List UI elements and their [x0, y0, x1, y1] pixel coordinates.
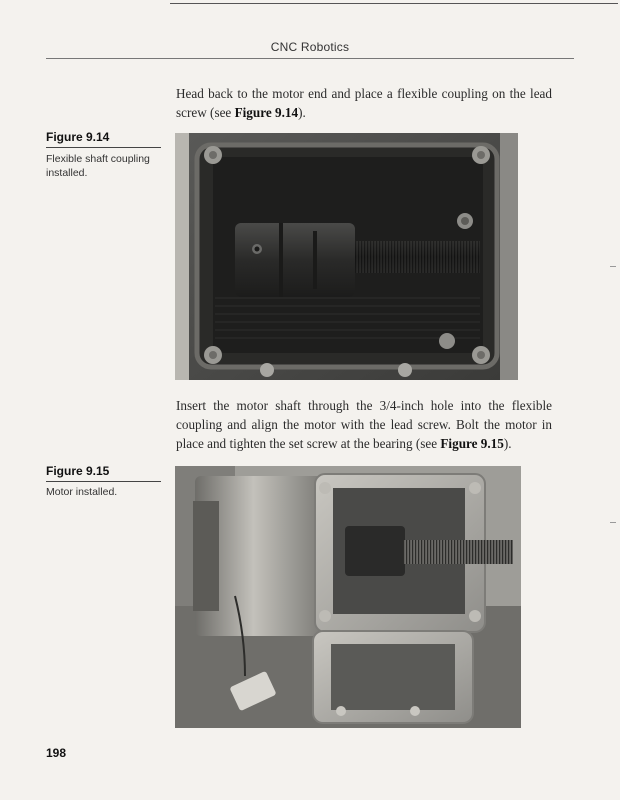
page-number: 198	[46, 746, 67, 760]
figure-9-14-reference: Figure 9.14	[234, 105, 299, 120]
paragraph-2-end: ).	[503, 436, 512, 451]
paragraph-1	[176, 84, 552, 122]
running-head: CNC Robotics	[270, 40, 350, 54]
paragraph-2	[176, 396, 552, 453]
paragraph-2-text: Insert the motor shaft through the 3/4-inch hole into the flexible coupling and align the motor with the lead screw. Bolt the motor in place and tighten the set screw at the bearing (see	[176, 398, 552, 451]
paragraph-1-text: Head back to the motor end and place a flexible coupling on the lead screw (see	[176, 86, 552, 120]
margin-tick	[610, 266, 616, 267]
header-rule	[46, 58, 574, 59]
margin-tick	[610, 522, 616, 523]
figure-9-14-photo	[175, 133, 518, 380]
paragraph-1-end: ).	[298, 105, 306, 120]
figure-9-14-rule	[46, 147, 161, 148]
figure-9-15-photo	[175, 466, 521, 728]
figure-9-14-caption: Flexible shaft coupling installed.	[46, 153, 150, 179]
figure-9-15-rule	[46, 481, 161, 482]
top-rule	[170, 3, 618, 4]
figure-9-15-reference: Figure 9.15	[440, 436, 504, 451]
figure-9-15-caption: Motor installed.	[46, 486, 118, 498]
figure-9-15-title: Figure 9.15	[46, 464, 110, 478]
figure-9-14-title: Figure 9.14	[46, 130, 110, 144]
